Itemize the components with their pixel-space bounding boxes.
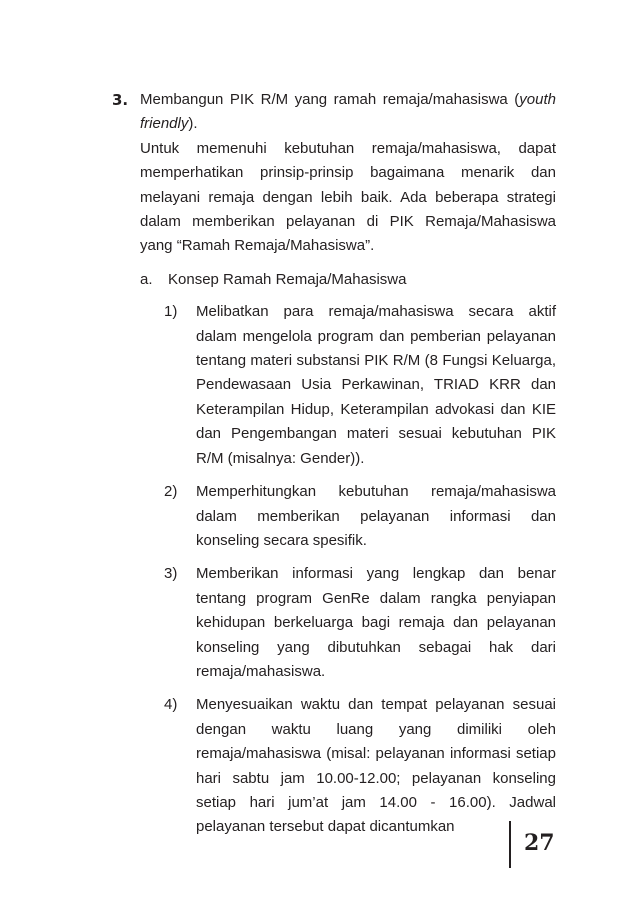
section-heading-text: Membangun PIK R/M yang ramah remaja/mahasiswa — [140, 91, 508, 108]
heading-paren-open: ( — [514, 91, 520, 108]
list-item-text: Melibatkan para remaja/mahasiswa secara aktif dalam mengelola program dan pemberian pelayanan tentang materi substansi PIK R/M (8 Fungsi Keluarga, Pendewasaan Usia Perkawinan, TRIAD KRR dan Keterampilan Hidup, Keterampilan advokasi dan KIE dan Pengembangan materi sesuai kebutuhan PIK R/M (misalnya: Gender)). — [196, 303, 556, 467]
subsection-a — [140, 268, 556, 840]
subsection-title: Konsep Ramah Remaja/Mahasiswa — [168, 270, 407, 288]
numbered-list — [164, 300, 556, 840]
list-item-text: Memberikan informasi yang lengkap dan benar tentang program GenRe dalam rangka penyiapan kehidupan berkeluarga bagi remaja dan pelayanan konseling yang dibutuhkan sebagai hak dari remaja/mahasiswa. — [196, 565, 556, 680]
section-block — [112, 88, 556, 137]
heading-paren-close: ). — [188, 115, 198, 133]
subsection-letter: a. — [140, 270, 153, 288]
list-item-number: 4) — [164, 696, 178, 714]
section-heading — [140, 88, 556, 137]
list-item — [164, 480, 556, 553]
page-number-divider — [509, 821, 511, 868]
section-intro-paragraph: Untuk memenuhi kebutuhan remaja/mahasiswa, dapat memperhatikan prinsip-prinsip bagaimana menarik dan melayani remaja dengan lebih baik. Ada beberapa strategi dalam memberikan pelayanan di PIK Remaja/Mahasiswa yang “Ramah Remaja/Mahasiswa”. — [140, 139, 556, 255]
page-number: 27 — [524, 830, 555, 856]
list-item-text: Memperhitungkan kebutuhan remaja/mahasiswa dalam memberikan pelayanan informasi dan konseling secara spesifik. — [196, 483, 556, 549]
list-item — [164, 693, 556, 839]
list-item-number: 2) — [164, 483, 178, 501]
heading-italic-term: youth friendly — [140, 91, 556, 133]
section-number: 3. — [112, 91, 129, 109]
list-item-number: 1) — [164, 303, 178, 321]
list-item-number: 3) — [164, 565, 178, 583]
main-content — [112, 88, 556, 849]
list-item-text: Menyesuaikan waktu dan tempat pelayanan sesuai dengan waktu luang yang dimiliki oleh remaja/mahasiswa (misal: pelayanan informasi setiap hari sabtu jam 10.00-12.00; pelayanan konseling setiap hari jum’at jam 14.00 - 16.00). Jadwal pelayanan tersebut dapat dicantumkan — [196, 696, 556, 836]
list-item — [164, 562, 556, 684]
list-item — [164, 300, 556, 471]
